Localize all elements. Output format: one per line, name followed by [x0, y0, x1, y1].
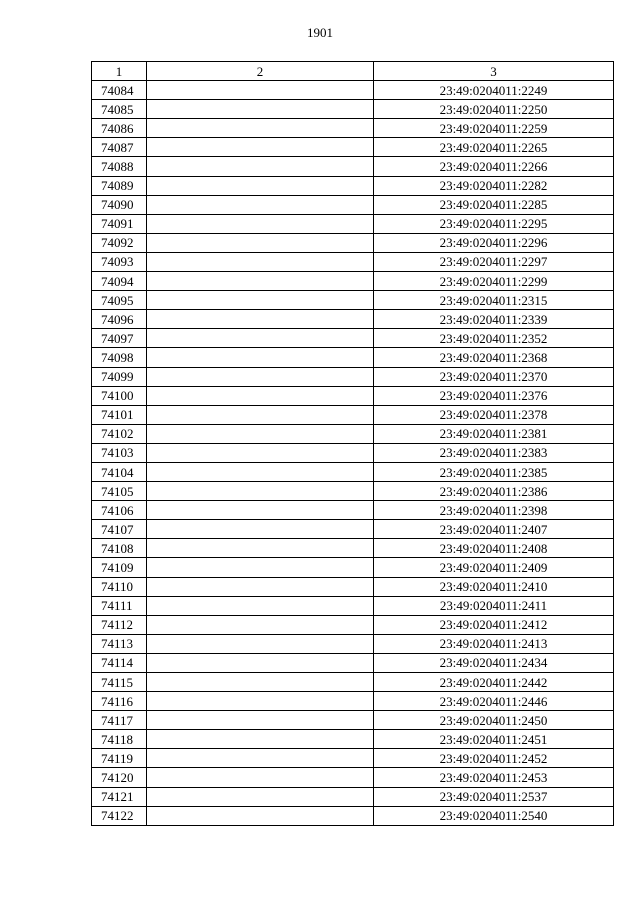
header-row — [92, 62, 614, 81]
cadastral-number-cell: 23:49:0204011:2381 — [374, 424, 614, 443]
table-row — [92, 310, 614, 329]
name-cell — [147, 596, 374, 615]
name-cell — [147, 501, 374, 520]
cadastral-number-cell: 23:49:0204011:2385 — [374, 462, 614, 481]
name-cell — [147, 673, 374, 692]
row-number-cell: 74085 — [92, 100, 147, 119]
cadastral-number-cell: 23:49:0204011:2410 — [374, 577, 614, 596]
cadastral-number-cell: 23:49:0204011:2537 — [374, 787, 614, 806]
name-cell — [147, 787, 374, 806]
name-cell — [147, 214, 374, 233]
cadastral-number-cell: 23:49:0204011:2409 — [374, 558, 614, 577]
table-row — [92, 138, 614, 157]
row-number-cell: 74088 — [92, 157, 147, 176]
name-cell — [147, 272, 374, 291]
table-row — [92, 749, 614, 768]
name-cell — [147, 806, 374, 825]
name-cell — [147, 768, 374, 787]
name-cell — [147, 329, 374, 348]
table-row — [92, 195, 614, 214]
table-row — [92, 119, 614, 138]
cadastral-number-cell: 23:49:0204011:2285 — [374, 195, 614, 214]
row-number-cell: 74084 — [92, 81, 147, 100]
table-row — [92, 539, 614, 558]
cadastral-number-cell: 23:49:0204011:2259 — [374, 119, 614, 138]
row-number-cell: 74086 — [92, 119, 147, 138]
row-number-cell: 74099 — [92, 367, 147, 386]
cadastral-number-cell: 23:49:0204011:2442 — [374, 673, 614, 692]
name-cell — [147, 119, 374, 138]
row-number-cell: 74100 — [92, 386, 147, 405]
row-number-cell: 74094 — [92, 272, 147, 291]
table-row — [92, 214, 614, 233]
row-number-cell: 74118 — [92, 730, 147, 749]
cadastral-number-cell: 23:49:0204011:2452 — [374, 749, 614, 768]
table-row — [92, 692, 614, 711]
name-cell — [147, 157, 374, 176]
name-cell — [147, 749, 374, 768]
table-row — [92, 329, 614, 348]
cadastral-number-cell: 23:49:0204011:2386 — [374, 482, 614, 501]
row-number-cell: 74117 — [92, 711, 147, 730]
table-row — [92, 233, 614, 252]
name-cell — [147, 386, 374, 405]
table-row — [92, 157, 614, 176]
row-number-cell: 74106 — [92, 501, 147, 520]
cadastral-number-cell: 23:49:0204011:2249 — [374, 81, 614, 100]
row-number-cell: 74101 — [92, 405, 147, 424]
name-cell — [147, 634, 374, 653]
table-row — [92, 577, 614, 596]
table-row — [92, 558, 614, 577]
name-cell — [147, 539, 374, 558]
cadastral-number-cell: 23:49:0204011:2315 — [374, 291, 614, 310]
cadastral-number-cell: 23:49:0204011:2265 — [374, 138, 614, 157]
registry-table — [91, 61, 614, 826]
cadastral-number-cell: 23:49:0204011:2398 — [374, 501, 614, 520]
name-cell — [147, 81, 374, 100]
table-row — [92, 806, 614, 825]
name-cell — [147, 424, 374, 443]
table-row — [92, 520, 614, 539]
row-number-cell: 74109 — [92, 558, 147, 577]
cadastral-number-cell: 23:49:0204011:2450 — [374, 711, 614, 730]
row-number-cell: 74095 — [92, 291, 147, 310]
row-number-cell: 74104 — [92, 462, 147, 481]
table-row — [92, 405, 614, 424]
name-cell — [147, 730, 374, 749]
row-number-cell: 74103 — [92, 443, 147, 462]
table-row — [92, 462, 614, 481]
table-row — [92, 596, 614, 615]
cadastral-number-cell: 23:49:0204011:2383 — [374, 443, 614, 462]
cadastral-number-cell: 23:49:0204011:2412 — [374, 615, 614, 634]
cadastral-number-cell: 23:49:0204011:2297 — [374, 252, 614, 271]
table-body — [92, 81, 614, 826]
table-row — [92, 81, 614, 100]
table-row — [92, 443, 614, 462]
row-number-cell: 74108 — [92, 539, 147, 558]
row-number-cell: 74105 — [92, 482, 147, 501]
table-row — [92, 348, 614, 367]
cadastral-number-cell: 23:49:0204011:2411 — [374, 596, 614, 615]
column-header-1: 1 — [92, 62, 147, 81]
name-cell — [147, 195, 374, 214]
table-row — [92, 252, 614, 271]
row-number-cell: 74090 — [92, 195, 147, 214]
table-row — [92, 482, 614, 501]
row-number-cell: 74098 — [92, 348, 147, 367]
name-cell — [147, 310, 374, 329]
name-cell — [147, 615, 374, 634]
row-number-cell: 74089 — [92, 176, 147, 195]
table-row — [92, 367, 614, 386]
table-row — [92, 730, 614, 749]
cadastral-number-cell: 23:49:0204011:2451 — [374, 730, 614, 749]
row-number-cell: 74122 — [92, 806, 147, 825]
table-row — [92, 634, 614, 653]
row-number-cell: 74110 — [92, 577, 147, 596]
row-number-cell: 74113 — [92, 634, 147, 653]
row-number-cell: 74096 — [92, 310, 147, 329]
cadastral-number-cell: 23:49:0204011:2376 — [374, 386, 614, 405]
row-number-cell: 74121 — [92, 787, 147, 806]
table-row — [92, 501, 614, 520]
table-row — [92, 424, 614, 443]
cadastral-number-cell: 23:49:0204011:2540 — [374, 806, 614, 825]
cadastral-number-cell: 23:49:0204011:2407 — [374, 520, 614, 539]
cadastral-number-cell: 23:49:0204011:2370 — [374, 367, 614, 386]
cadastral-number-cell: 23:49:0204011:2266 — [374, 157, 614, 176]
name-cell — [147, 176, 374, 195]
cadastral-number-cell: 23:49:0204011:2453 — [374, 768, 614, 787]
row-number-cell: 74112 — [92, 615, 147, 634]
column-header-2: 2 — [147, 62, 374, 81]
cadastral-number-cell: 23:49:0204011:2250 — [374, 100, 614, 119]
cadastral-number-cell: 23:49:0204011:2378 — [374, 405, 614, 424]
name-cell — [147, 138, 374, 157]
row-number-cell: 74114 — [92, 653, 147, 672]
row-number-cell: 74115 — [92, 673, 147, 692]
name-cell — [147, 291, 374, 310]
column-header-3: 3 — [374, 62, 614, 81]
name-cell — [147, 100, 374, 119]
row-number-cell: 74091 — [92, 214, 147, 233]
name-cell — [147, 233, 374, 252]
table-row — [92, 615, 614, 634]
row-number-cell: 74120 — [92, 768, 147, 787]
table-row — [92, 100, 614, 119]
name-cell — [147, 367, 374, 386]
row-number-cell: 74092 — [92, 233, 147, 252]
cadastral-number-cell: 23:49:0204011:2352 — [374, 329, 614, 348]
name-cell — [147, 443, 374, 462]
name-cell — [147, 462, 374, 481]
row-number-cell: 74119 — [92, 749, 147, 768]
cadastral-number-cell: 23:49:0204011:2413 — [374, 634, 614, 653]
table-row — [92, 768, 614, 787]
table-row — [92, 272, 614, 291]
table-header — [92, 62, 614, 81]
name-cell — [147, 520, 374, 539]
cadastral-number-cell: 23:49:0204011:2446 — [374, 692, 614, 711]
cadastral-number-cell: 23:49:0204011:2408 — [374, 539, 614, 558]
table-row — [92, 653, 614, 672]
cadastral-number-cell: 23:49:0204011:2282 — [374, 176, 614, 195]
table-row — [92, 291, 614, 310]
row-number-cell: 74102 — [92, 424, 147, 443]
cadastral-number-cell: 23:49:0204011:2368 — [374, 348, 614, 367]
name-cell — [147, 558, 374, 577]
row-number-cell: 74107 — [92, 520, 147, 539]
row-number-cell: 74097 — [92, 329, 147, 348]
table-row — [92, 673, 614, 692]
row-number-cell: 74116 — [92, 692, 147, 711]
cadastral-number-cell: 23:49:0204011:2295 — [374, 214, 614, 233]
cadastral-number-cell: 23:49:0204011:2434 — [374, 653, 614, 672]
cadastral-number-cell: 23:49:0204011:2299 — [374, 272, 614, 291]
name-cell — [147, 711, 374, 730]
cadastral-number-cell: 23:49:0204011:2339 — [374, 310, 614, 329]
table-row — [92, 787, 614, 806]
row-number-cell: 74093 — [92, 252, 147, 271]
name-cell — [147, 348, 374, 367]
name-cell — [147, 405, 374, 424]
row-number-cell: 74111 — [92, 596, 147, 615]
page-number: 1901 — [307, 25, 333, 40]
name-cell — [147, 692, 374, 711]
table-row — [92, 386, 614, 405]
cadastral-number-cell: 23:49:0204011:2296 — [374, 233, 614, 252]
name-cell — [147, 653, 374, 672]
name-cell — [147, 252, 374, 271]
table-row — [92, 176, 614, 195]
table-row — [92, 711, 614, 730]
name-cell — [147, 577, 374, 596]
row-number-cell: 74087 — [92, 138, 147, 157]
name-cell — [147, 482, 374, 501]
